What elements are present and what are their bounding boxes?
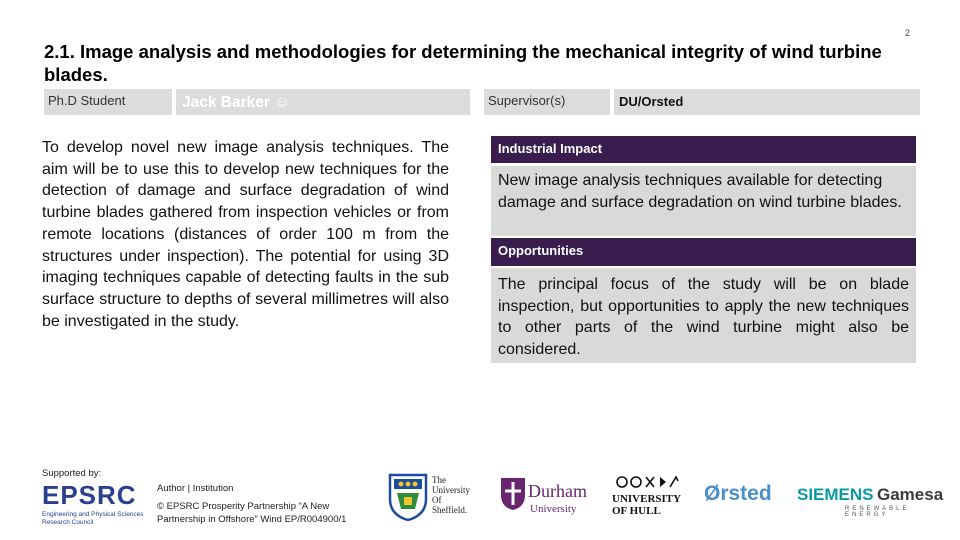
opportunities-header (491, 238, 916, 266)
supervisor-label-box (484, 89, 610, 115)
sheffield-crest-icon (388, 473, 428, 521)
student-name: Jack Barker ☺ (182, 94, 291, 111)
supervisor-value: DU/Orsted (619, 94, 684, 109)
student-label: Ph.D Student (48, 93, 126, 108)
sheffield-logo (388, 473, 478, 521)
sheffield-text-1: The (432, 475, 446, 485)
project-description: To develop novel new image analysis techniques. The aim will be to use this to develop new techniques for the detection of damage and surface degradation of wind turbine blades gathered from inspection vehicles or from remote locations (distances of order 100 m from the structures under inspection). The potential for using 3D imaging techniques capable of detecting faults in the sub surface structure to depths of several millimetres will also be investigated in the study. (42, 139, 449, 330)
hull-text-2: OF HULL (612, 505, 661, 517)
durham-wordmark: Durham (528, 481, 587, 501)
supported-by-label: Supported by: (42, 468, 102, 479)
opportunities-text: The principal focus of the study will be on blade inspection, but opportunities to apply the new techniques to other parts of the wind turbine might also be considered. (498, 276, 909, 359)
sheffield-text-3: Of (432, 495, 442, 505)
hull-text-1: UNIVERSITY (612, 493, 682, 505)
durham-subtitle: University (530, 503, 577, 515)
orsted-wordmark: Ørsted (704, 482, 772, 505)
industrial-impact-text: New image analysis techniques available for detecting damage and surface degradation on wind turbine blades. (498, 172, 902, 211)
durham-logo (500, 475, 600, 519)
credits-line-2: © EPSRC Prosperity Partnership “A New (157, 501, 330, 512)
page-number: 2 (905, 28, 911, 38)
epsrc-logo (42, 480, 150, 526)
supervisor-label: Supervisor(s) (488, 93, 566, 108)
renewable-energy-text: RENEWABLE ENERGY (845, 506, 910, 518)
page-title: 2.1. Image analysis and methodologies for determining the mechanical integrity of wind turbine blades. (44, 41, 882, 85)
supervisor-value-box (614, 89, 920, 115)
industrial-impact-header (491, 136, 916, 163)
student-name-box (176, 89, 470, 115)
credits (157, 482, 377, 526)
durham-crest-icon (500, 477, 526, 511)
sheffield-text-2: University (432, 485, 470, 495)
epsrc-subtitle: Engineering and Physical Sciences Research Council (42, 511, 144, 526)
gamesa-wordmark: Gamesa (877, 485, 944, 504)
opportunities-body (491, 268, 916, 363)
hull-logo (612, 473, 692, 521)
sheffield-text-4: Sheffield. (432, 505, 468, 515)
credits-line-3: Partnership in Offshore” Wind EP/R004900/1 (157, 514, 347, 525)
epsrc-wordmark: EPSRC (42, 480, 137, 510)
industrial-impact-body (491, 166, 916, 236)
credits-line-1: Author | Institution (157, 483, 234, 494)
opportunities-title: Opportunities (498, 243, 584, 258)
industrial-impact-title: Industrial Impact (498, 141, 603, 156)
siemens-gamesa-logo (797, 485, 952, 518)
student-label-box (44, 89, 172, 115)
siemens-wordmark: SIEMENS (797, 485, 874, 504)
hull-emblem-icon (614, 473, 680, 491)
orsted-logo (704, 482, 784, 510)
